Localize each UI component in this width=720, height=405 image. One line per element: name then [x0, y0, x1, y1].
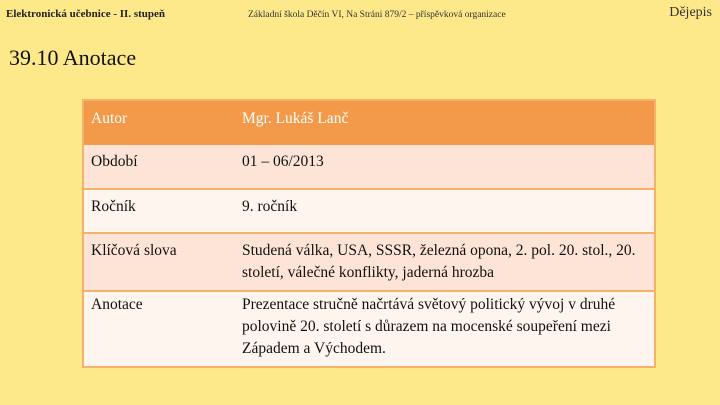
table-row-period [83, 145, 655, 189]
row-value: 01 – 06/2013 [236, 145, 655, 189]
row-label: Ročník [83, 189, 236, 233]
table-row-grade [83, 189, 655, 233]
school-name: Základní škola Děčín VI, Na Stráni 879/2 – příspěvková organizace [248, 10, 506, 20]
table-row-annotation [83, 291, 655, 367]
row-label: Anotace [83, 291, 236, 367]
row-value: Mgr. Lukáš Lanč [236, 100, 655, 145]
row-label: Autor [83, 100, 236, 145]
row-label: Klíčová slova [83, 233, 236, 291]
table-row-author [83, 100, 655, 145]
row-value: Prezentace stručně načrtává světový politický vývoj v druhé polovině 20. století s důrazem na mocenské soupeření mezi Západem a Východem. [236, 291, 655, 367]
row-value: 9. ročník [236, 189, 655, 233]
row-value: Studená válka, USA, SSSR, železná opona, 2. pol. 20. stol., 20. století, válečné konflikty, jaderná hrozba [236, 233, 655, 291]
table-row-keywords [83, 233, 655, 291]
slide-title: 39.10 Anotace [9, 45, 137, 70]
textbook-label: Elektronická učebnice - II. stupeň [6, 8, 166, 20]
subject-label: Dějepis [669, 5, 712, 20]
annotation-table [82, 99, 656, 368]
row-label: Období [83, 145, 236, 189]
